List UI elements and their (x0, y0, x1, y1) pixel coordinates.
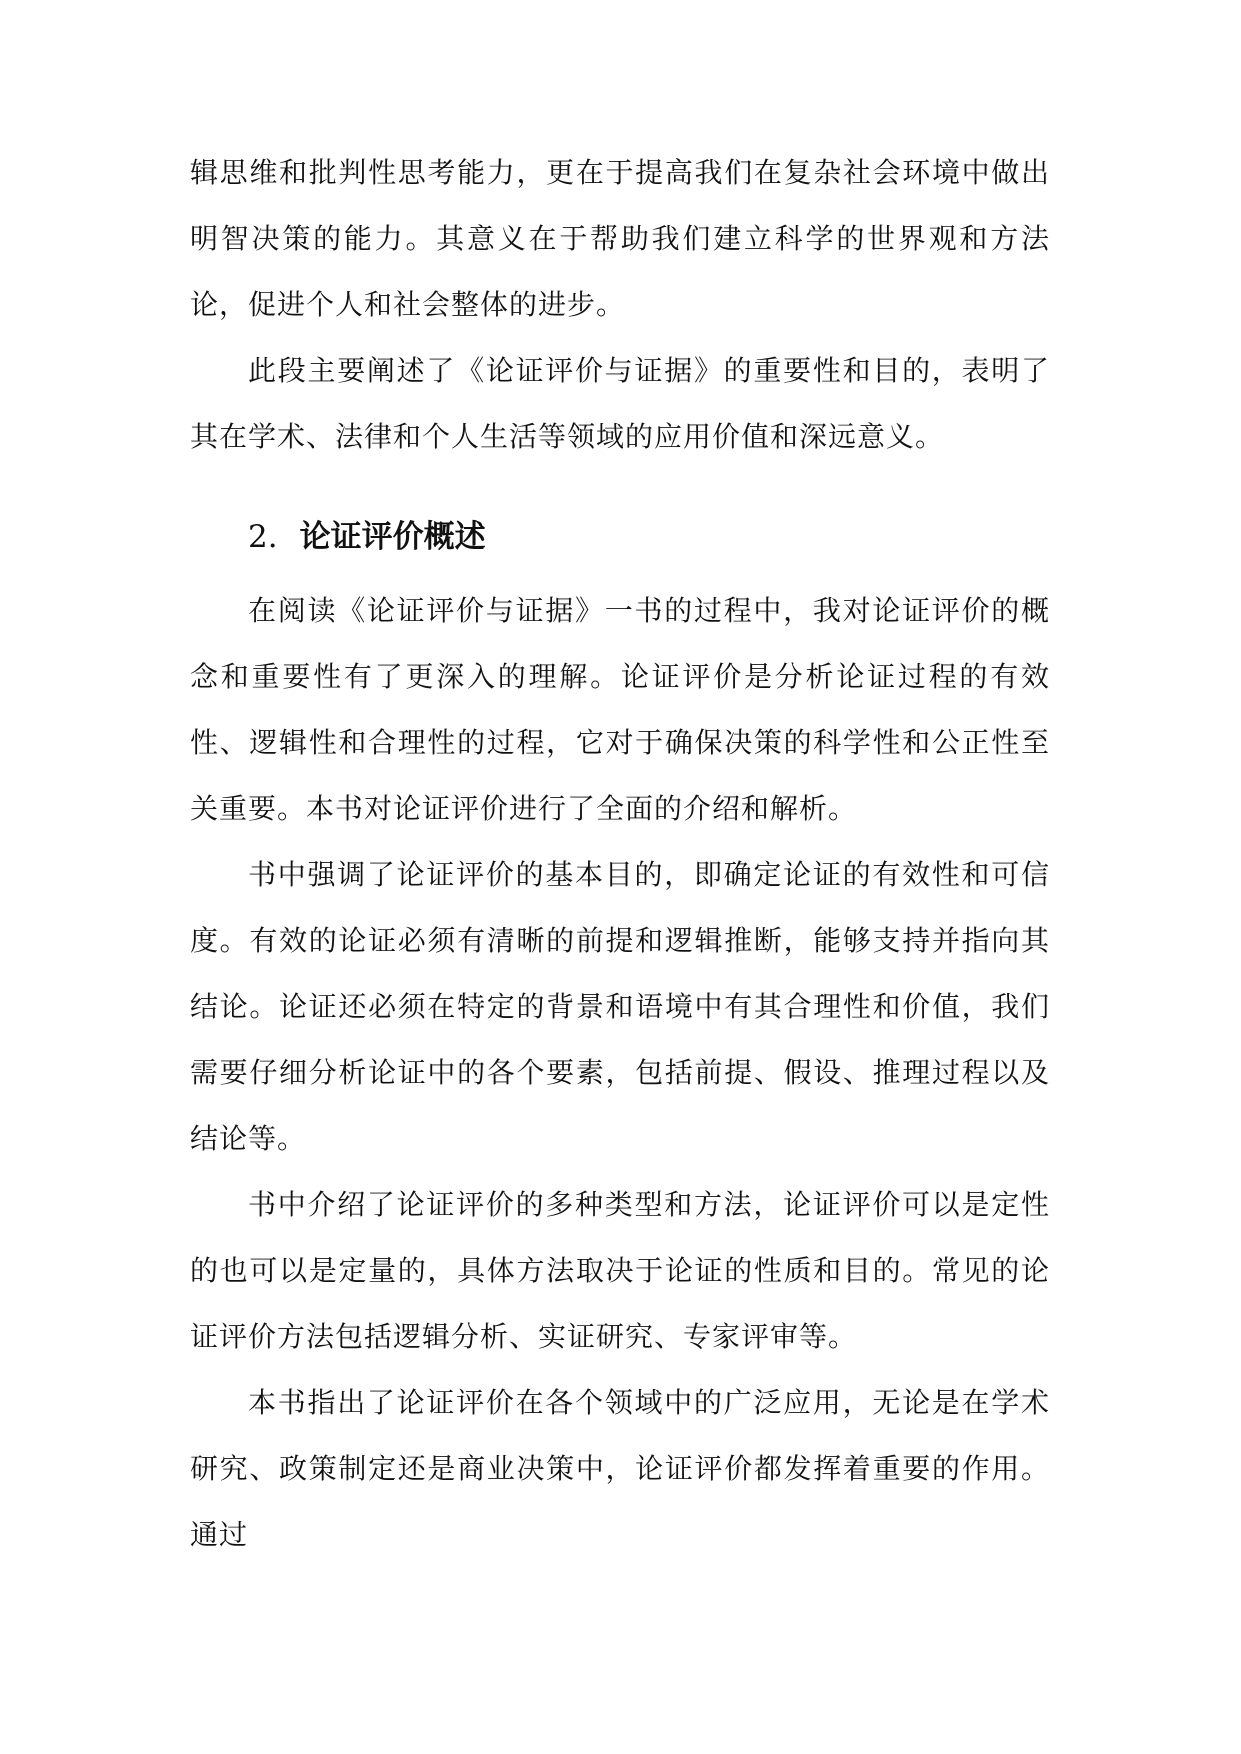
paragraph: 在阅读《论证评价与证据》一书的过程中，我对论证评价的概念和重要性有了更深入的理解。论证评价是分析论证过程的有效性、逻辑性和合理性的过程，它对于确保决策的科学性和公正性至关重要。本书对论证评价进行了全面的介绍和解析。 (190, 594, 1050, 825)
paragraph: 书中介绍了论证评价的多种类型和方法，论证评价可以是定性的也可以是定量的，具体方法取决于论证的性质和目的。常见的论证评价方法包括逻辑分析、实证研究、专家评审等。 (190, 1188, 1050, 1353)
document-body (190, 140, 1050, 1568)
section-number: 2. (248, 519, 278, 555)
paragraph: 书中强调了论证评价的基本目的，即确定论证的有效性和可信度。有效的论证必须有清晰的前提和逻辑推断，能够支持并指向其结论。论证还必须在特定的背景和语境中有其合理性和价值，我们需要仔细分析论证中的各个要素，包括前提、假设、推理过程以及结论等。 (190, 858, 1050, 1155)
paragraph-continued: 辑思维和批判性思考能力，更在于提高我们在复杂社会环境中做出明智决策的能力。其意义在于帮助我们建立科学的世界观和方法论，促进个人和社会整体的进步。 (190, 156, 1050, 321)
section-heading (190, 504, 1050, 570)
section-title: 论证评价概述 (299, 519, 486, 555)
paragraph: 本书指出了论证评价在各个领域中的广泛应用，无论是在学术研究、政策制定还是商业决策中，论证评价都发挥着重要的作用。通过 (190, 1386, 1050, 1551)
paragraph-summary: 此段主要阐述了《论证评价与证据》的重要性和目的，表明了其在学术、法律和个人生活等领域的应用价值和深远意义。 (190, 354, 1050, 453)
